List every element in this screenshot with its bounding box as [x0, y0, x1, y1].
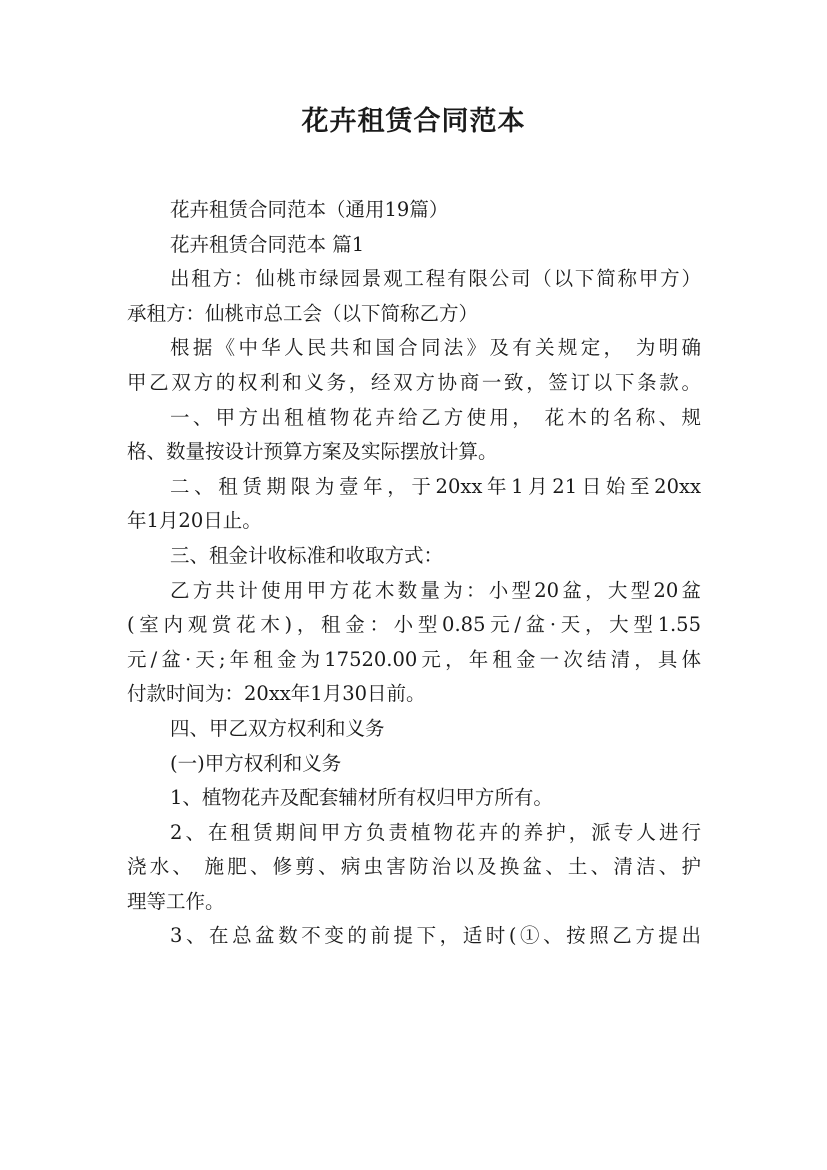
subtitle-line: 花卉租赁合同范本（通用19篇）	[170, 198, 449, 221]
paragraph-line: 年1月20日止。	[127, 509, 262, 533]
paragraph-line: 元/盆·天;年租金为17520.00元，年租金一次结清，具体	[127, 647, 701, 671]
paragraph-line: 根据《中华人民共和国合同法》及有关规定， 为明确	[170, 336, 701, 360]
paragraph-line: 2、在租赁期间甲方负责植物花卉的养护，派专人进行	[170, 820, 701, 844]
paragraph-line: 乙方共计使用甲方花木数量为：小型20盆，大型20盆	[170, 578, 701, 602]
document-title: 花卉租赁合同范本	[301, 106, 526, 137]
paragraph-line: 浇水、 施肥、修剪、病虫害防治以及换盆、土、清洁、护	[127, 855, 701, 879]
lessee-line: 承租方：仙桃市总工会（以下简称乙方）	[127, 301, 479, 325]
paragraph-line: 付款时间为：20xx年1月30日前。	[127, 682, 426, 706]
document-body	[127, 193, 701, 954]
lessor-line: 出租方：仙桃市绿园景观工程有限公司（以下简称甲方）	[170, 267, 701, 291]
paragraph-line: (室内观赏花木)，租金：小型0.85元/盆·天，大型1.55	[127, 613, 701, 637]
paragraph-line: 1、植物花卉及配套辅材所有权归甲方所有。	[170, 786, 553, 810]
paragraph-line: 二、租赁期限为壹年，于20xx年1月21日始至20xx	[170, 474, 701, 498]
paragraph-line: 一、甲方出租植物花卉给乙方使用， 花木的名称、规	[170, 405, 701, 429]
paragraph-line: 甲乙双方的权利和义务，经双方协商一致，签订以下条款。	[127, 370, 701, 394]
section-heading: 四、甲乙双方权利和义务	[170, 716, 385, 740]
subsection-heading: (一)甲方权利和义务	[170, 751, 342, 775]
paragraph-line: 理等工作。	[127, 889, 225, 913]
paragraph-line: 三、租金计收标准和收取方式：	[170, 543, 444, 567]
paragraph-line: 格、数量按设计预算方案及实际摆放计算。	[127, 440, 498, 464]
paragraph-line: 3、在总盆数不变的前提下，适时(①、按照乙方提出	[170, 924, 701, 948]
section-heading: 花卉租赁合同范本 篇1	[170, 232, 365, 256]
